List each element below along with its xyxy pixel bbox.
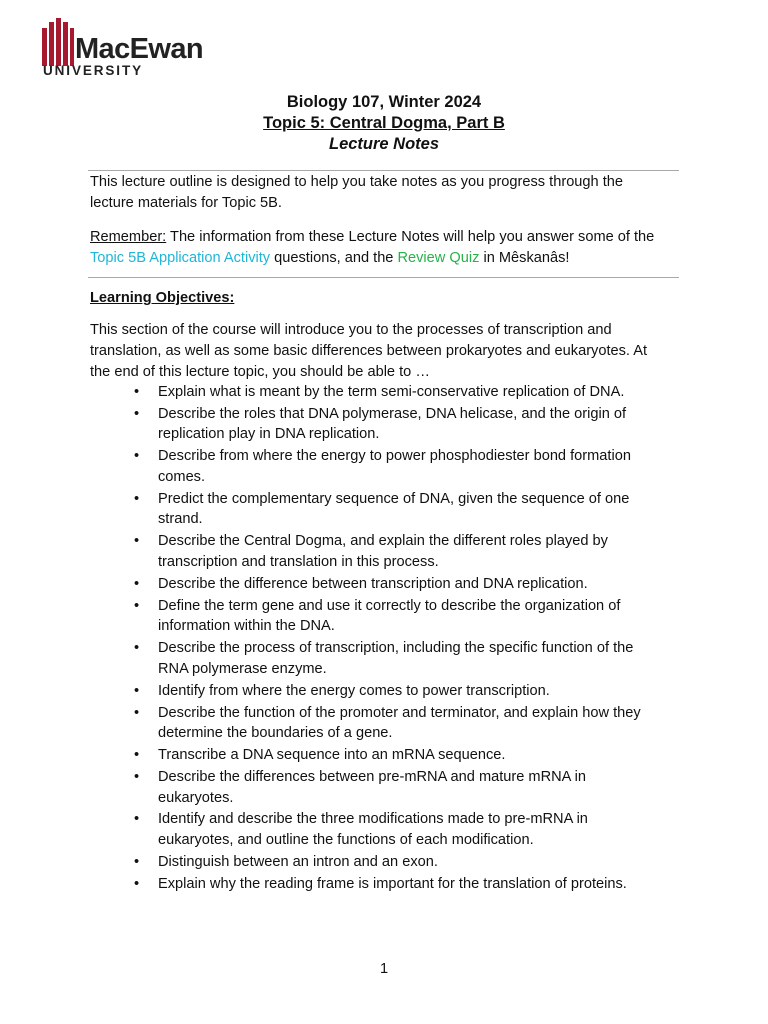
application-activity-link[interactable]: Topic 5B Application Activity: [90, 250, 271, 266]
objectives-intro: [90, 320, 680, 383]
list-item: • Describe the Central Dogma, and explain the different roles played by transcription and translation in this process.: [90, 531, 650, 572]
intro-line-2: lecture materials for Topic 5B.: [90, 195, 282, 211]
intro-paragraph: [90, 172, 680, 214]
divider-top: [88, 170, 679, 171]
list-item: • Explain why the reading frame is important for the translation of proteins.: [90, 874, 650, 895]
intro-line-1: This lecture outline is designed to help you take notes as you progress through the: [90, 174, 623, 190]
logo-wordmark: MacEwan: [75, 33, 203, 65]
list-item: • Distinguish between an intron and an exon.: [90, 852, 650, 873]
list-item: • Describe the function of the promoter and terminator, and explain how they determine the boundaries of a gene.: [90, 703, 650, 744]
list-item: • Identify and describe the three modifications made to pre-mRNA in eukaryotes, and outline the functions of each modification.: [90, 809, 650, 850]
objectives-intro-line-2: translation, as well as some basic differences between prokaryotes and eukaryotes. At: [90, 343, 648, 359]
list-item: • Identify from where the energy comes to power transcription.: [90, 681, 650, 702]
macewan-logo: [42, 18, 212, 80]
university-crest-icon: [42, 18, 74, 66]
learning-objectives-heading: Learning Objectives:: [90, 290, 235, 306]
objectives-list: [90, 382, 650, 896]
objectives-intro-line-1: This section of the course will introduce you to the processes of transcription and: [90, 322, 612, 338]
remember-text-1: The information from these Lecture Notes will help you answer some of the: [166, 229, 655, 245]
logo-subword: UNIVERSITY: [43, 63, 144, 78]
remember-paragraph: [90, 227, 680, 269]
list-item: • Describe the roles that DNA polymerase, DNA helicase, and the origin of replication play in DNA replication.: [90, 404, 650, 445]
objectives-intro-line-3: the end of this lecture topic, you should be able to …: [90, 364, 430, 380]
list-item: • Describe the process of transcription, including the specific function of the RNA polymerase enzyme.: [90, 638, 650, 679]
list-item: • Transcribe a DNA sequence into an mRNA sequence.: [90, 745, 650, 766]
list-item: • Predict the complementary sequence of DNA, given the sequence of one strand.: [90, 489, 650, 530]
page-number: 1: [379, 961, 389, 977]
remember-text-2: questions, and the: [270, 250, 398, 266]
list-item: • Describe from where the energy to power phosphodiester bond formation comes.: [90, 446, 650, 487]
topic-title: Topic 5: Central Dogma, Part B: [263, 114, 505, 132]
remember-label: Remember:: [90, 229, 167, 245]
list-item: • Explain what is meant by the term semi-conservative replication of DNA.: [90, 382, 650, 403]
list-item: • Describe the differences between pre-mRNA and mature mRNA in eukaryotes.: [90, 767, 650, 808]
review-quiz-link[interactable]: Review Quiz: [397, 250, 480, 266]
list-item: • Define the term gene and use it correctly to describe the organization of information within the DNA.: [90, 596, 650, 637]
document-header: [0, 92, 768, 155]
course-title: Biology 107, Winter 2024: [286, 93, 482, 111]
document-type: Lecture Notes: [328, 135, 440, 153]
divider-bottom: [88, 277, 679, 278]
remember-text-3: in Mêskanâs!: [479, 250, 570, 266]
list-item: • Describe the difference between transcription and DNA replication.: [90, 574, 650, 595]
